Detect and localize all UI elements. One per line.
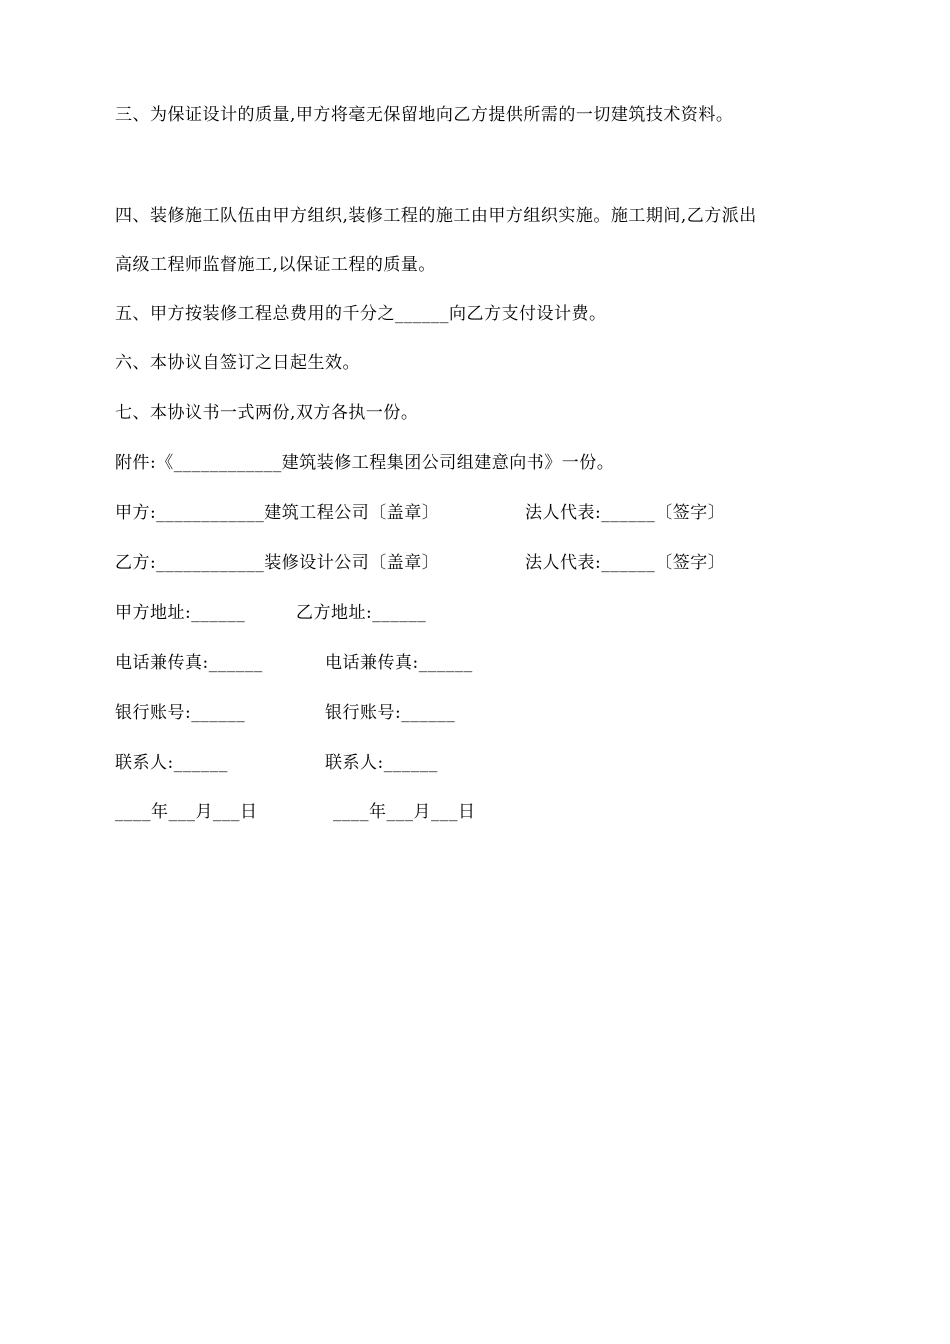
party-b-phone-fax: 电话兼传真:______	[325, 653, 473, 673]
party-b-bank-account: 银行账号:______	[325, 703, 456, 723]
clause-4-line-2: 高级工程师监督施工,以保证工程的质量。	[115, 255, 436, 275]
clause-7: 七、本协议书一式两份,双方各执一份。	[115, 403, 419, 423]
clause-4-line-1: 四、装修施工队伍由甲方组织,装修工程的施工由甲方组织实施。施工期间,乙方派出	[115, 206, 757, 226]
party-b-contact: 联系人:______	[325, 753, 438, 773]
party-a-legal-rep: 法人代表:______〔签字〕	[525, 503, 726, 523]
party-b-address: 乙方地址:______	[296, 603, 427, 623]
party-a-bank-account: 银行账号:______	[115, 703, 246, 723]
party-a-address: 甲方地址:______	[115, 603, 246, 623]
party-a-phone-fax: 电话兼传真:______	[115, 653, 263, 673]
clause-3: 三、为保证设计的质量,甲方将毫无保留地向乙方提供所需的一切建筑技术资料。	[115, 105, 734, 125]
party-b-company: 乙方:____________装修设计公司〔盖章〕	[115, 553, 440, 573]
party-a-date: ____年___月___日	[115, 802, 258, 822]
clause-6: 六、本协议自签订之日起生效。	[115, 353, 360, 373]
party-b-date: ____年___月___日	[333, 802, 476, 822]
attachment-line: 附件:《____________建筑装修工程集团公司组建意向书》一份。	[115, 453, 615, 473]
party-b-legal-rep: 法人代表:______〔签字〕	[525, 553, 726, 573]
party-a-contact: 联系人:______	[115, 753, 228, 773]
party-a-company: 甲方:____________建筑工程公司〔盖章〕	[115, 503, 440, 523]
clause-5: 五、甲方按装修工程总费用的千分之______向乙方支付设计费。	[115, 304, 607, 324]
